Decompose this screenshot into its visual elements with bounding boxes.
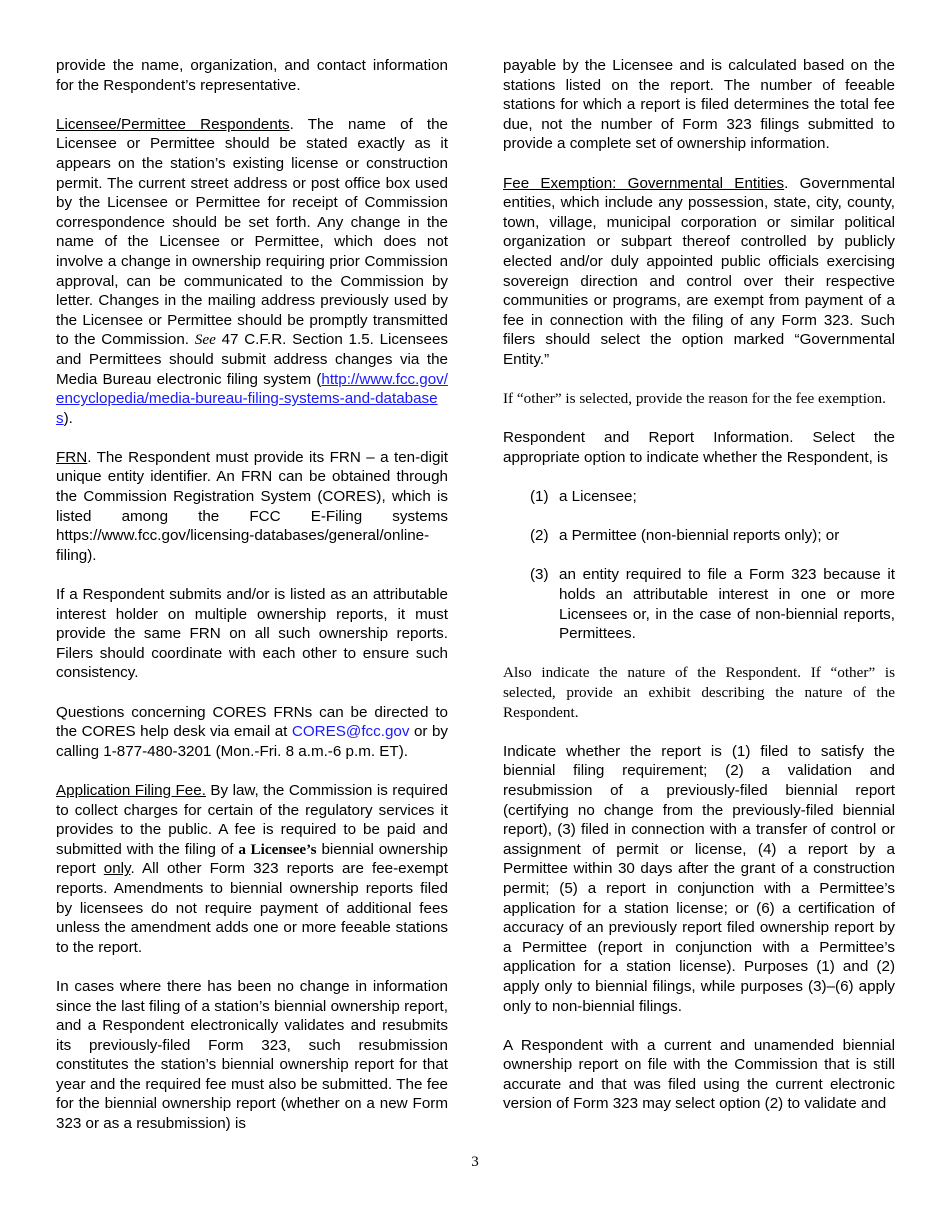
option-number: (3) [530,566,549,584]
questions-text-b: or by calling 1-877-480-3201 (Mon.-Fri. 8 a.m.-6 p.m. ET). [56,723,449,760]
fee-heading: Application Filing Fee. [56,781,206,799]
cores-email-link[interactable]: CORES@fcc.gov [291,723,410,741]
frn-heading: FRN [56,448,88,466]
paragraph-multiple-reports: If a Respondent submits and/or is listed as an attributable interest holder on multiple ownership reports, it must provide the same FRN on all such ownership reports. Filers should coordinate with each other to ensure such consistency. [56,586,448,682]
fee-text-c: . All other Form 323 reports are fee-exempt reports. Amendments to biennial ownership reports filed by licensees do not require payment of additional fees unless the amendment adds one or more feeable stations to the report. [56,860,448,956]
fee-text-b: biennial ownership report [56,840,448,878]
option-text: a Permittee (non-biennial reports only); or [559,527,840,545]
paragraph-other-reason: If “other” is selected, provide the reason for the fee exemption. [503,390,886,408]
exemption-text: . Governmental entities, which include any possession, state, city, county, town, village, municipal corporation or similar political organization or subpart thereof controlled by publicly elected and/or duly appointed public officials exercising sovereign direction and control over their respective communities or programs, are exempt from payment of a fee in connection with the filing of any Form 323. Such filers should select the option marked “Governmental Entity.” [503,174,895,368]
paragraph-respondent-info: Respondent and Report Information. Select the appropriate option to indicate whether the Respondent, is [503,429,895,466]
paragraph-frn [56,448,448,566]
paragraph-current-report: A Respondent with a current and unamended biennial ownership report on file with the Commission that is still accurate and that was filed using the current electronic version of Form 323 may select option (2) to validate and [503,1036,895,1113]
fee-only: only [103,860,131,878]
option-text: a Licensee; [559,488,637,506]
paragraph-payable: payable by the Licensee and is calculated based on the stations listed on the report. The number of feeable stations for which a report is filed determines the total fee due, not the number of Form 323 filings submitted to provide a complete set of ownership information. [503,57,895,153]
paragraph-report-purpose: Indicate whether the report is (1) filed to satisfy the biennial filing requirement; (2) a validation and resubmission of a previously-filed biennial report (certifying no change from the previously-filed biennial report), (3) filed in connection with a transfer of control or assignment of permit or license, (4) a report by a Permittee within 30 days after the grant of a construction permit; (5) a report in conjunction with a Permittee’s application for a station license; or (6) a certification of accuracy of an previously report filed ownership report by a Permittee (report in conjunction with a Permittee’s application for a station license). Purposes (1) and (2) apply only to biennial filings, while purposes (3)–(6) apply only to non-biennial filings. [503,742,895,1015]
paragraph-filing-fee [56,781,448,957]
page-number: 3 [471,1154,479,1170]
paragraph-no-change: In cases where there has been no change in information since the last filing of a station’s biennial ownership report, and a Respondent electronically validates and resubmits its previously-filed Form 323, such resubmission constitutes the station’s biennial ownership report for that year and the required fee must also be submitted. The fee for the biennial ownership report (whether on a new Form 323 or as a resubmission) is [56,977,448,1133]
licensee-text-a: . The name of the Licensee or Permittee should be stated exactly as it appears on the station’s existing license or construction permit. The current street address or post office box used by the Licensee or Permittee for receipt of Commission correspondence should be set forth. Any change in the name of the Licensee or Permittee, which does not involve a change in ownership requiring prior Commission approval, can be communicated to the Commission by letter. Changes in the mailing address previously used by the Licensee or Permittee should be promptly transmitted to the Commission. [56,115,449,349]
paragraph-licensee [56,115,448,429]
list-item [530,487,895,507]
exemption-heading: Fee Exemption: Governmental Entities [503,174,785,192]
option-number: (2) [530,527,549,545]
licensee-text-b: 47 C.F.R. Section 1.5. Licensees and Permittees should submit address changes via the Media Bureau electronic filing system ( [56,331,448,388]
option-number: (1) [530,488,549,506]
right-column [503,56,895,1134]
option-text: an entity required to file a Form 323 because it holds an attributable interest in one or more Licensees or, in the case of non-biennial reports, Permittees. [559,566,895,643]
licensee-heading: Licensee/Permittee Respondents [56,115,290,133]
questions-text-a: Questions concerning CORES FRNs can be directed to the CORES help desk via email at [56,703,448,741]
list-item [530,526,895,546]
paragraph-cores-questions [56,703,448,762]
left-column [56,56,448,1153]
fee-licensee-bold: a Licensee’s [238,840,317,858]
paragraph-fee-exemption [503,174,895,370]
paragraph-representative: provide the name, organization, and contact information for the Respondent’s representative. [56,57,448,94]
frn-text: . The Respondent must provide its FRN – a ten-digit unique entity identifier. An FRN can be obtained through the Commission Registration System (CORES), which is listed among the FCC E-Filing systems https://www.fcc.gov/licensing-databases/general/online-filing). [56,448,448,564]
paragraph-nature: Also indicate the nature of the Respondent. If “other” is selected, provide an exhibit describing the nature of the Respondent. [503,664,895,721]
media-bureau-link[interactable]: http://www.fcc.gov/encyclopedia/media-bureau-filing-systems-and-databases [56,370,448,427]
list-item [530,565,895,643]
licensee-see: See [194,331,216,349]
licensee-text-c: ). [63,409,73,427]
respondent-options-list [503,487,895,644]
fee-text-a: By law, the Commission is required to collect charges for certain of the regulatory services it provides to the public. A fee is required to be paid and submitted with the filing of [56,781,449,858]
